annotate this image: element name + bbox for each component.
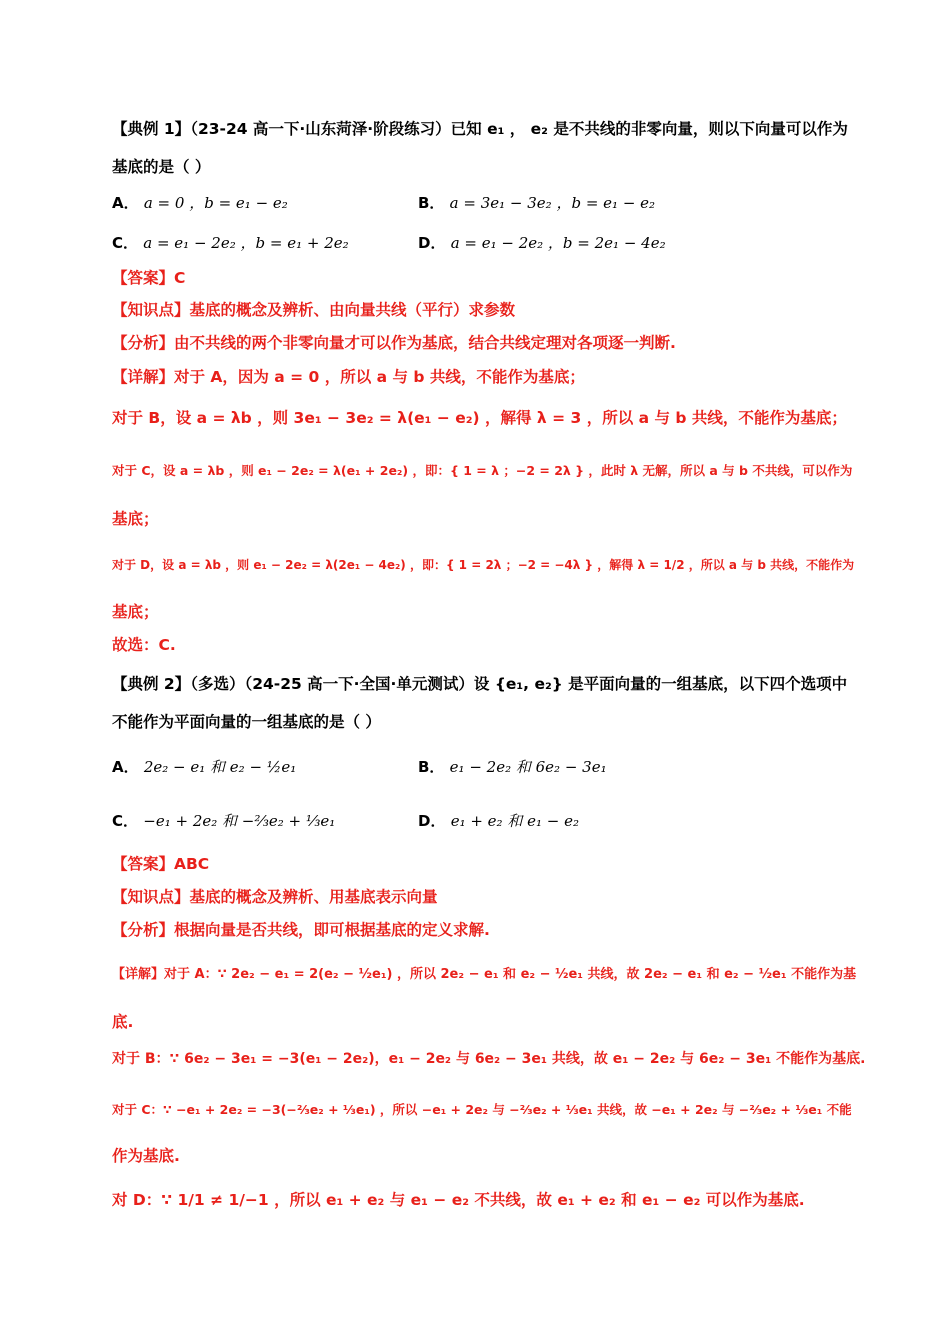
example2-answer: 【答案】ABC xyxy=(112,855,210,873)
example2-question-cont: 不能作为平面向量的一组基底的是（ ） xyxy=(112,713,381,731)
example1-option-c: C． a = e₁ − 2e₂ ，b = e₁ + 2e₂ xyxy=(112,234,349,252)
example1-detail-a: 【详解】对于 A，因为 a = 0 ，所以 a 与 b 共线，不能作为基底； xyxy=(112,368,585,386)
example1-question-cont: 基底的是（ ） xyxy=(112,158,211,176)
example1-conclusion: 故选：C. xyxy=(112,636,176,654)
example1-knowledge: 【知识点】基底的概念及辨析、由向量共线（平行）求参数 xyxy=(112,301,516,319)
example2-detail-b: 对于 B：∵ 6e₂ − 3e₁ = −3(e₁ − 2e₂)，e₁ − 2e₂ 与 6e₂ − 3e₁ 共线，故 e₁ − 2e₂ 与 6e₂ − 3e₁ 不能作为基底. xyxy=(112,1051,866,1067)
example2-detail-a-cont: 底. xyxy=(112,1013,134,1031)
example2-option-d: D． e₁ + e₂ 和 e₁ − e₂ xyxy=(418,812,579,830)
example1-answer: 【答案】C xyxy=(112,269,186,287)
example1-detail-c: 对于 C，设 a = λb ，则 e₁ − 2e₂ = λ(e₁ + 2e₂) ，即：{ 1 = λ ；−2 = 2λ } ，此时 λ 无解，所以 a 与 b 不共线，可以作为 xyxy=(112,463,853,478)
example2-knowledge: 【知识点】基底的概念及辨析、用基底表示向量 xyxy=(112,888,438,906)
example2-detail-a: 【详解】对于 A：∵ 2e₂ − e₁ = 2(e₂ − ½e₁) ，所以 2e₂ − e₁ 和 e₂ − ½e₁ 共线，故 2e₂ − e₁ 和 e₂ − ½e₁ 不能作为基 xyxy=(112,967,857,982)
example2-detail-d: 对 D：∵ 1/1 ≠ 1/−1 ，所以 e₁ + e₂ 与 e₁ − e₂ 不共线，故 e₁ + e₂ 和 e₁ − e₂ 可以作为基底. xyxy=(112,1191,805,1209)
example2-option-a: A． 2e₂ − e₁ 和 e₂ − ½e₁ xyxy=(112,758,297,776)
example2-question: 【典例 2】（多选）（24-25 高一下·全国·单元测试）设 {e₁, e₂} 是平面向量的一组基底，以下四个选项中 xyxy=(112,675,848,693)
example2-option-b: B． e₁ − 2e₂ 和 6e₂ − 3e₁ xyxy=(418,758,607,776)
example1-detail-b: 对于 B，设 a = λb ，则 3e₁ − 3e₂ = λ(e₁ − e₂) ，解得 λ = 3 ，所以 a 与 b 共线，不能作为基底； xyxy=(112,409,847,427)
example1-question: 【典例 1】（23-24 高一下·山东菏泽·阶段练习）已知 e₁ ， e₂ 是不共线的非零向量，则以下向量可以作为 xyxy=(112,120,848,138)
example1-detail-d-cont: 基底； xyxy=(112,603,159,621)
example1-analysis: 【分析】由不共线的两个非零向量才可以作为基底，结合共线定理对各项逐一判断. xyxy=(112,334,676,352)
example2-option-c: C． −e₁ + 2e₂ 和 −⅔e₂ + ⅓e₁ xyxy=(112,812,336,830)
example1-option-d: D． a = e₁ − 2e₂ ，b = 2e₁ − 4e₂ xyxy=(418,234,666,252)
example2-detail-c: 对于 C：∵ −e₁ + 2e₂ = −3(−⅔e₂ + ⅓e₁) ，所以 −e₁ + 2e₂ 与 −⅔e₂ + ⅓e₁ 共线，故 −e₁ + 2e₂ 与 −⅔e₂ + ⅓e₁ 不能 xyxy=(112,1102,852,1117)
example1-detail-d: 对于 D，设 a = λb ，则 e₁ − 2e₂ = λ(2e₁ − 4e₂) ，即：{ 1 = 2λ ；−2 = −4λ } ，解得 λ = 1/2 ，所以 a 与 b 共线，不能作为 xyxy=(112,558,855,572)
example1-option-a: A． a = 0 ，b = e₁ − e₂ xyxy=(112,194,288,212)
example1-option-b: B． a = 3e₁ − 3e₂ ，b = e₁ − e₂ xyxy=(418,194,656,212)
example1-detail-c-cont: 基底； xyxy=(112,510,159,528)
example2-detail-c-cont: 作为基底. xyxy=(112,1147,180,1165)
example2-analysis: 【分析】根据向量是否共线，即可根据基底的定义求解. xyxy=(112,921,490,939)
